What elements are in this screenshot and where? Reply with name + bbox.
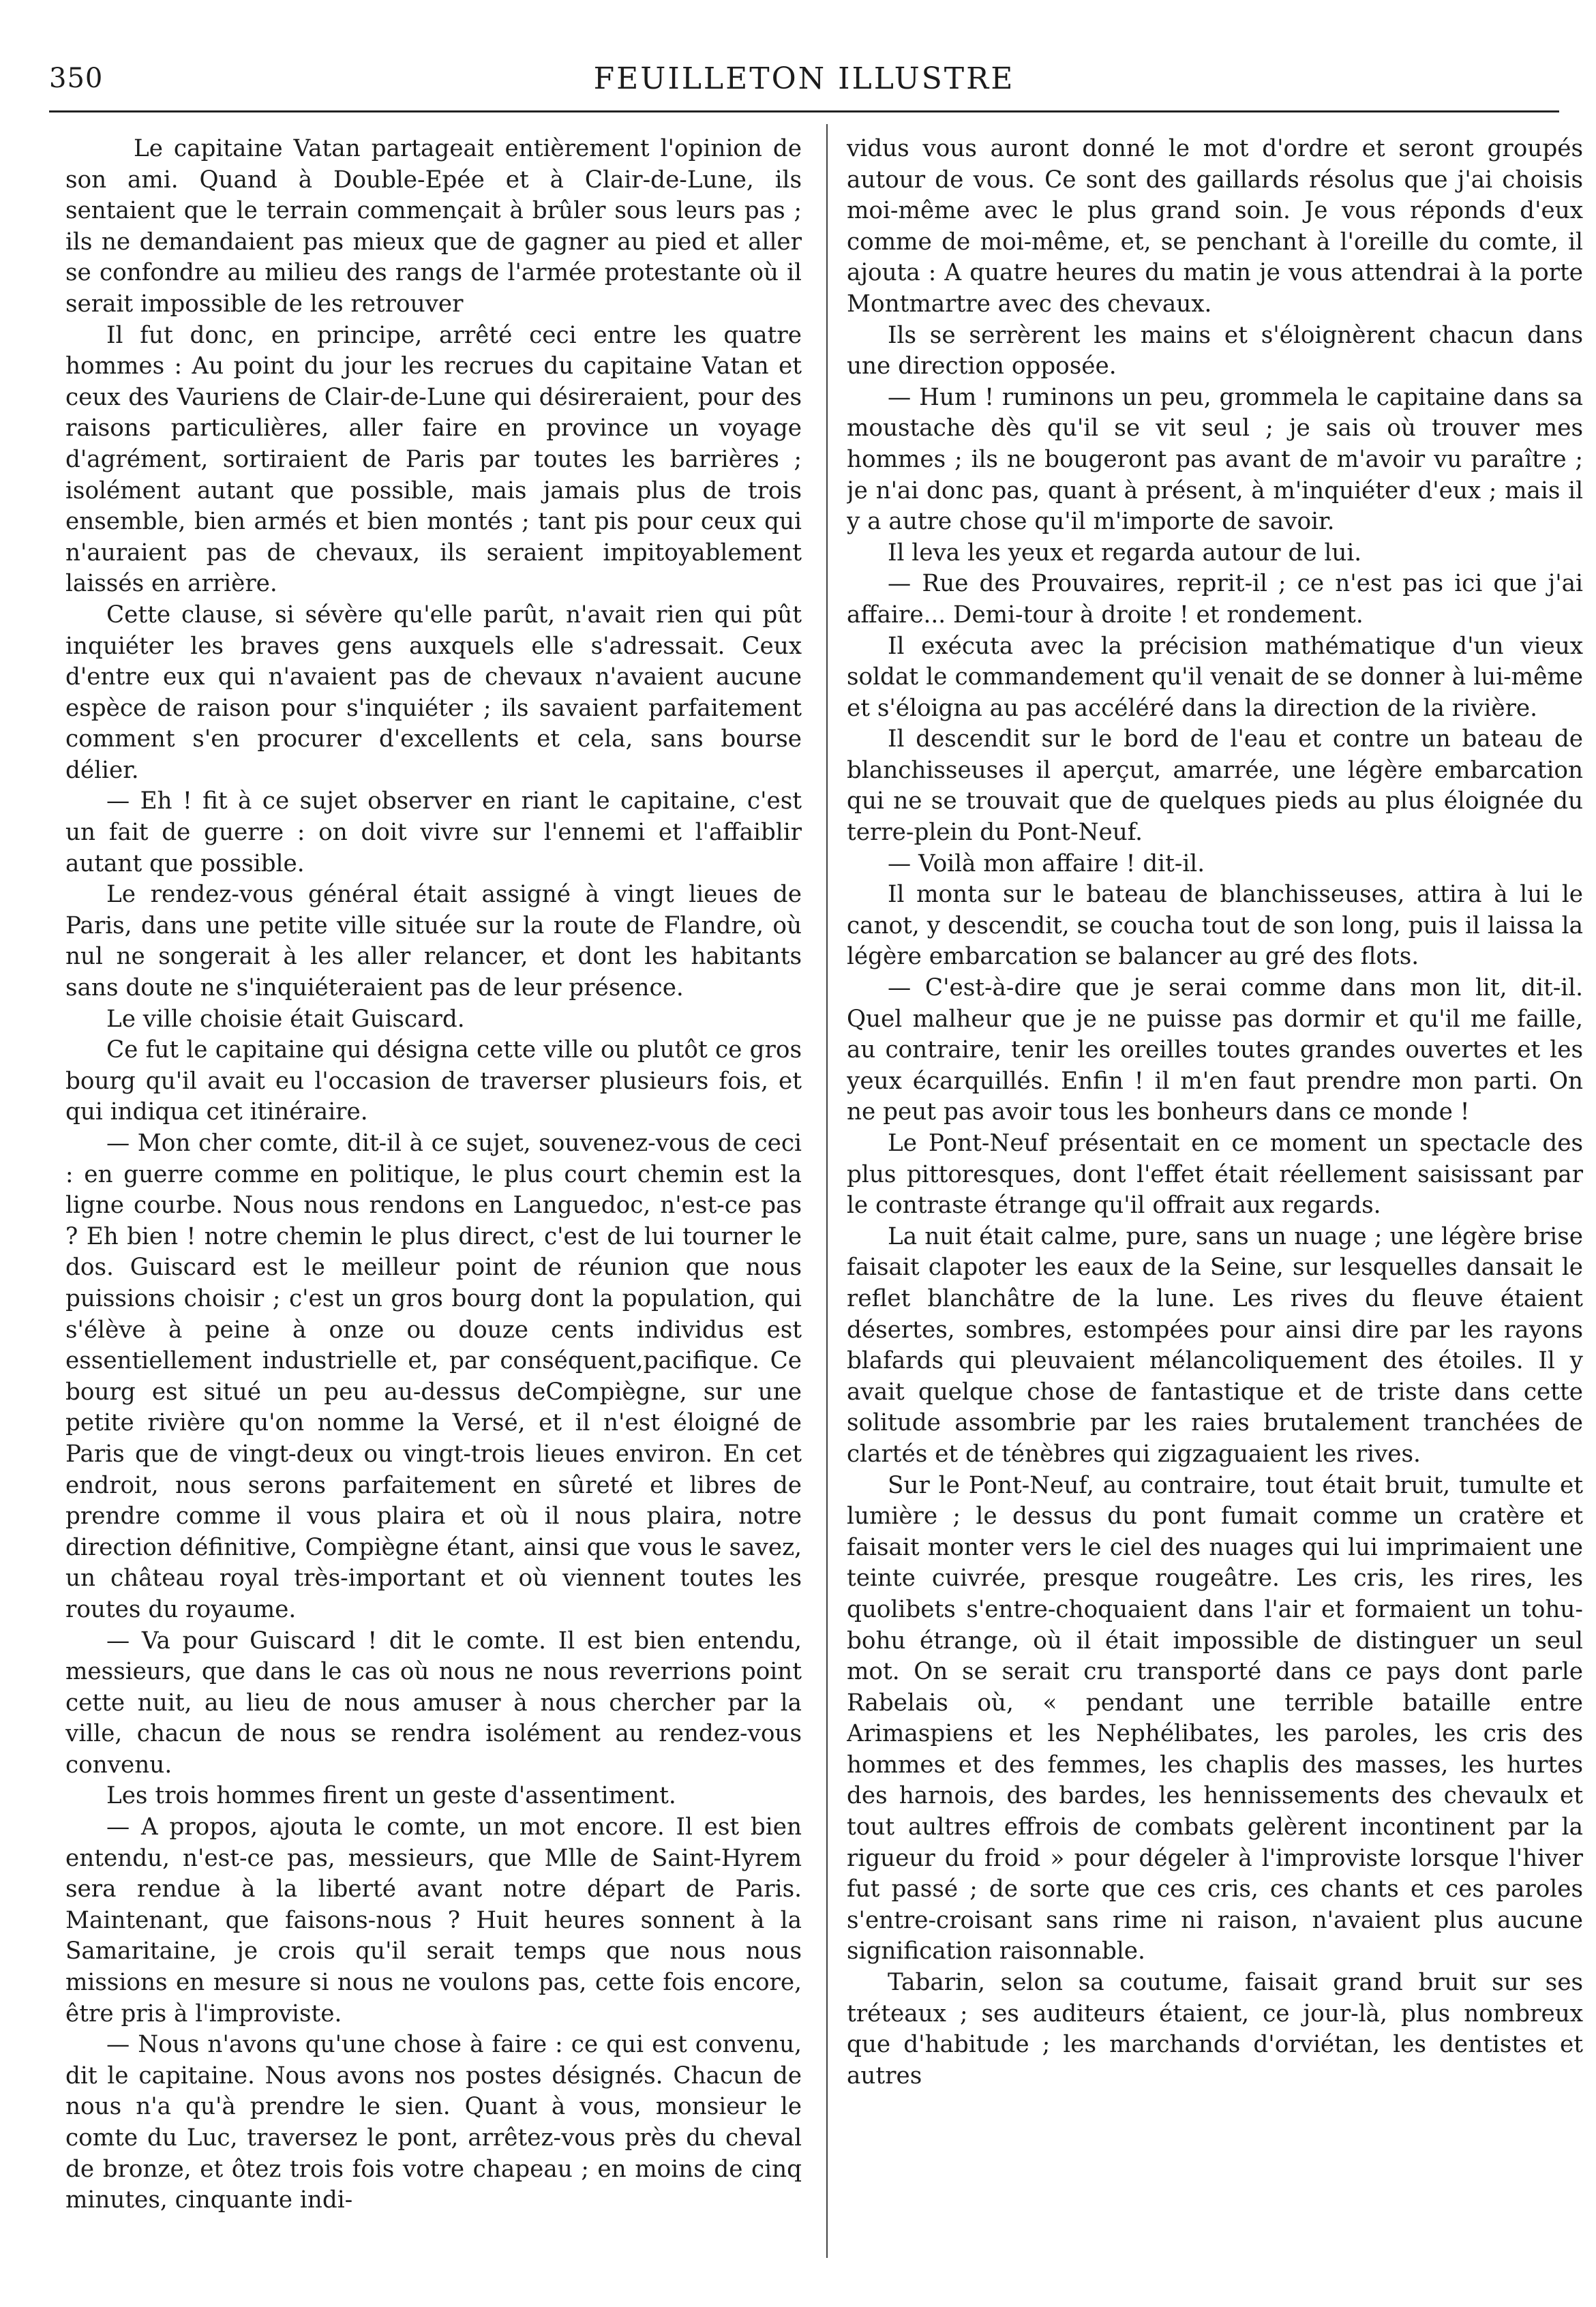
- paragraph: — Rue des Prouvaires, reprit-il ; ce n'est pas ici que j'ai affaire... Demi-tour à droite ! et rondement.: [847, 570, 1583, 629]
- paragraph: La nuit était calme, pure, sans un nuage ; une légère brise faisait clapoter les eaux de la Seine, sur lesquelles dansait le reflet blanchâtre de la lune. Les rives du fleuve étaient désertes, sombres, estompées pour ainsi dire par les rayons blafards qui pleuvaient mélancoliquement des étoiles. Il y avait quelque chose de fantastique et de triste dans cette solitude assombrie par les raies brutalement tranchées de clartés et de ténèbres qui zigzaguaient les rives.: [847, 1222, 1583, 1468]
- paragraph: Ce fut le capitaine qui désigna cette ville ou plutôt ce gros bourg qu'il avait eu l'occasion de traverser plusieurs fois, et qui indiqua cet itinéraire.: [65, 1036, 802, 1126]
- paragraph: Les trois hommes firent un geste d'assentiment.: [106, 1782, 676, 1810]
- paragraph: Il leva les yeux et regarda autour de lui.: [888, 539, 1362, 567]
- paragraph: Il monta sur le bateau de blanchisseuses, attira à lui le canot, y descendit, se coucha tout de son long, puis il laissa la légère embarcation se balancer au gré des flots.: [847, 881, 1583, 971]
- header-rule: [49, 110, 1559, 112]
- running-title: FEUILLETON ILLUSTRE: [593, 61, 1015, 96]
- paragraph: Le Pont-Neuf présentait en ce moment un spectacle des plus pittoresques, dont l'effet était réellement saisissant par le contraste étrange qu'il offrait aux regards.: [847, 1130, 1583, 1220]
- paragraph: Le rendez-vous général était assigné à vingt lieues de Paris, dans une petite ville située sur la route de Flandre, où nul ne songerait à les aller relancer, et dont les habitants sans doute ne s'inquiéteraient pas de leur présence.: [65, 881, 802, 1002]
- page-header: [49, 56, 1559, 110]
- paragraph: Il fut donc, en principe, arrêté ceci entre les quatre hommes : Au point du jour les recrues du capitaine Vatan et ceux des Vauriens de Clair-de-Lune qui désireraient, pour des raisons particulières, aller faire en province un voyage d'agrément, sortiraient de Paris par toutes les barrières ; isolément autant que possible, mais jamais plus de trois ensemble, bien armés et bien montés ; tant pis pour ceux qui n'auraient pas de chevaux, ils seraient impitoyablement laissés en arrière.: [65, 321, 802, 598]
- left-column: [65, 134, 802, 2266]
- paragraph: Le ville choisie était Guiscard.: [106, 1005, 465, 1033]
- paragraph: — Voilà mon affaire ! dit-il.: [888, 849, 1205, 877]
- paragraph: — A propos, ajouta le comte, un mot encore. Il est bien entendu, n'est-ce pas, messieurs, que Mlle de Saint-Hyrem sera rendue à la liberté avant notre départ de Paris. Maintenant, que faisons-nous ? Huit heures sonnent à la Samaritaine, je crois qu'il serait temps que nous nous missions en mesure si nous ne voulons pas, cette fois encore, être pris à l'improviste.: [65, 1813, 802, 2027]
- paragraph: Le capitaine Vatan partageait entièrement l'opinion de son ami. Quand à Double-Epée et à Clair-de-Lune, ils sentaient que le terrain commençait à brûler sous leurs pas ; ils ne demandaient pas mieux que de gagner au pied et aller se confondre au milieu des rangs de l'armée protestante où il serait impossible de les retrouver: [65, 135, 802, 318]
- paragraph: — Va pour Guiscard ! dit le comte. Il est bien entendu, messieurs, que dans le cas où nous ne nous reverrions point cette nuit, au lieu de nous amuser à nous chercher par la ville, chacun de nous se rendra isolément au rendez-vous convenu.: [65, 1627, 802, 1779]
- paragraph: — C'est-à-dire que je serai comme dans mon lit, dit-il. Quel malheur que je ne puisse pas dormir et qu'il me faille, au contraire, tenir les oreilles toutes grandes ouvertes et les yeux écarquillés. Enfin ! il m'en faut prendre mon parti. On ne peut pas avoir tous les bonheurs dans ce monde !: [847, 974, 1583, 1126]
- paragraph: Il exécuta avec la précision mathématique d'un vieux soldat le commandement qu'il venait de se donner à lui-même et s'éloigna au pas accéléré dans la direction de la rivière.: [847, 632, 1583, 722]
- paragraph: Sur le Pont-Neuf, au contraire, tout était bruit, tumulte et lumière ; le dessus du pont fumait comme un cratère et faisait monter vers le ciel des nuages qui lui imprimaient une teinte cuivrée, presque rougeâtre. Les cris, les rires, les quolibets s'entre-choquaient dans l'air et formaient un tohu-bohu étrange, où il était impossible de distinguer un seul mot. On se serait cru transporté dans ce pays dont parle Rabelais où, « pendant une terrible bataille entre Arimaspiens et les Nephélibates, les paroles, les cris des hommes et des femmes, les chaplis des masses, les hurtes des harnois, des bardes, les hennissements des chevaulx et tout aultres effrois de combats gelèrent incontinent par la rigueur du froid » pour dégeler à l'improviste lorsque l'hiver fut passé ; de sorte que ces cris, ces chants et ces paroles s'entre-croisant sans rime ni raison, n'avaient plus aucune signification raisonnable.: [847, 1471, 1583, 1965]
- page-number: 350: [49, 63, 104, 94]
- paragraph: Ils se serrèrent les mains et s'éloignèrent chacun dans une direction opposée.: [847, 321, 1583, 380]
- right-column: [847, 134, 1583, 2266]
- paragraph: Cette clause, si sévère qu'elle parût, n'avait rien qui pût inquiéter les braves gens auxquels elle s'adressait. Ceux d'entre eux qui n'avaient pas de chevaux n'avaient aucune espèce de raison pour s'inquiéter ; ils savaient parfaitement comment s'en procurer d'excellents et cela, sans bourse délier.: [65, 601, 802, 784]
- column-divider: [826, 124, 828, 2258]
- paragraph: — Nous n'avons qu'une chose à faire : ce qui est convenu, dit le capitaine. Nous avons nos postes désignés. Chacun de nous n'a qu'à prendre le sien. Quant à vous, monsieur le comte du Luc, traversez le pont, arrêtez-vous près du cheval de bronze, et ôtez trois fois votre chapeau ; en moins de cinq minutes, cinquante indi-: [65, 2031, 802, 2214]
- paragraph: Il descendit sur le bord de l'eau et contre un bateau de blanchisseuses il aperçut, amarrée, une légère embarcation qui ne se trouvait que de quelques pieds au plus éloignée du terre-plein du Pont-Neuf.: [847, 725, 1583, 847]
- paragraph: vidus vous auront donné le mot d'ordre et seront groupés autour de vous. Ce sont des gaillards résolus que j'ai choisis moi-même avec le plus grand soin. Je vous réponds d'eux comme de moi-même, et, se penchant à l'oreille du comte, il ajouta : A quatre heures du matin je vous attendrai à la porte Montmartre avec des chevaux.: [847, 135, 1583, 318]
- paragraph: Tabarin, selon sa coutume, faisait grand bruit sur ses tréteaux ; ses auditeurs étaient, ce jour-là, plus nombreux que d'habitude ; les marchands d'orviétan, les dentistes et autres: [847, 1969, 1583, 2090]
- paragraph: — Mon cher comte, dit-il à ce sujet, souvenez-vous de ceci : en guerre comme en politique, le plus court chemin est la ligne courbe. Nous nous rendons en Languedoc, n'est-ce pas ? Eh bien ! notre chemin le plus direct, c'est de lui tourner le dos. Guiscard est le meilleur point de réunion que nous puissions choisir ; c'est un gros bourg dont la population, qui s'élève à peine à onze ou douze cents individus est essentiellement industrielle et, par conséquent,pacifique. Ce bourg est situé un peu au-dessus deCompiègne, sur une petite rivière qu'on nomme la Versé, et il n'est éloigné de Paris que de vingt-deux ou vingt-trois lieues environ. En cet endroit, nous serons parfaitement en sûreté et libres de prendre comme il vous plaira et où il nous plaira, notre direction définitive, Compiègne étant, ainsi que vous le savez, un château royal très-important et où viennent toutes les routes du royaume.: [65, 1130, 802, 1623]
- paragraph: — Hum ! ruminons un peu, grommela le capitaine dans sa moustache dès qu'il se vit seul ; je sais où trouver mes hommes ; ils ne bougeront pas avant de m'avoir vu paraître ; je n'ai donc pas, quant à présent, à m'inquiéter d'eux ; mais il y a autre chose qu'il m'importe de savoir.: [847, 383, 1583, 536]
- paragraph: — Eh ! fit à ce sujet observer en riant le capitaine, c'est un fait de guerre : on doit vivre sur l'ennemi et l'affaiblir autant que possible.: [65, 787, 802, 877]
